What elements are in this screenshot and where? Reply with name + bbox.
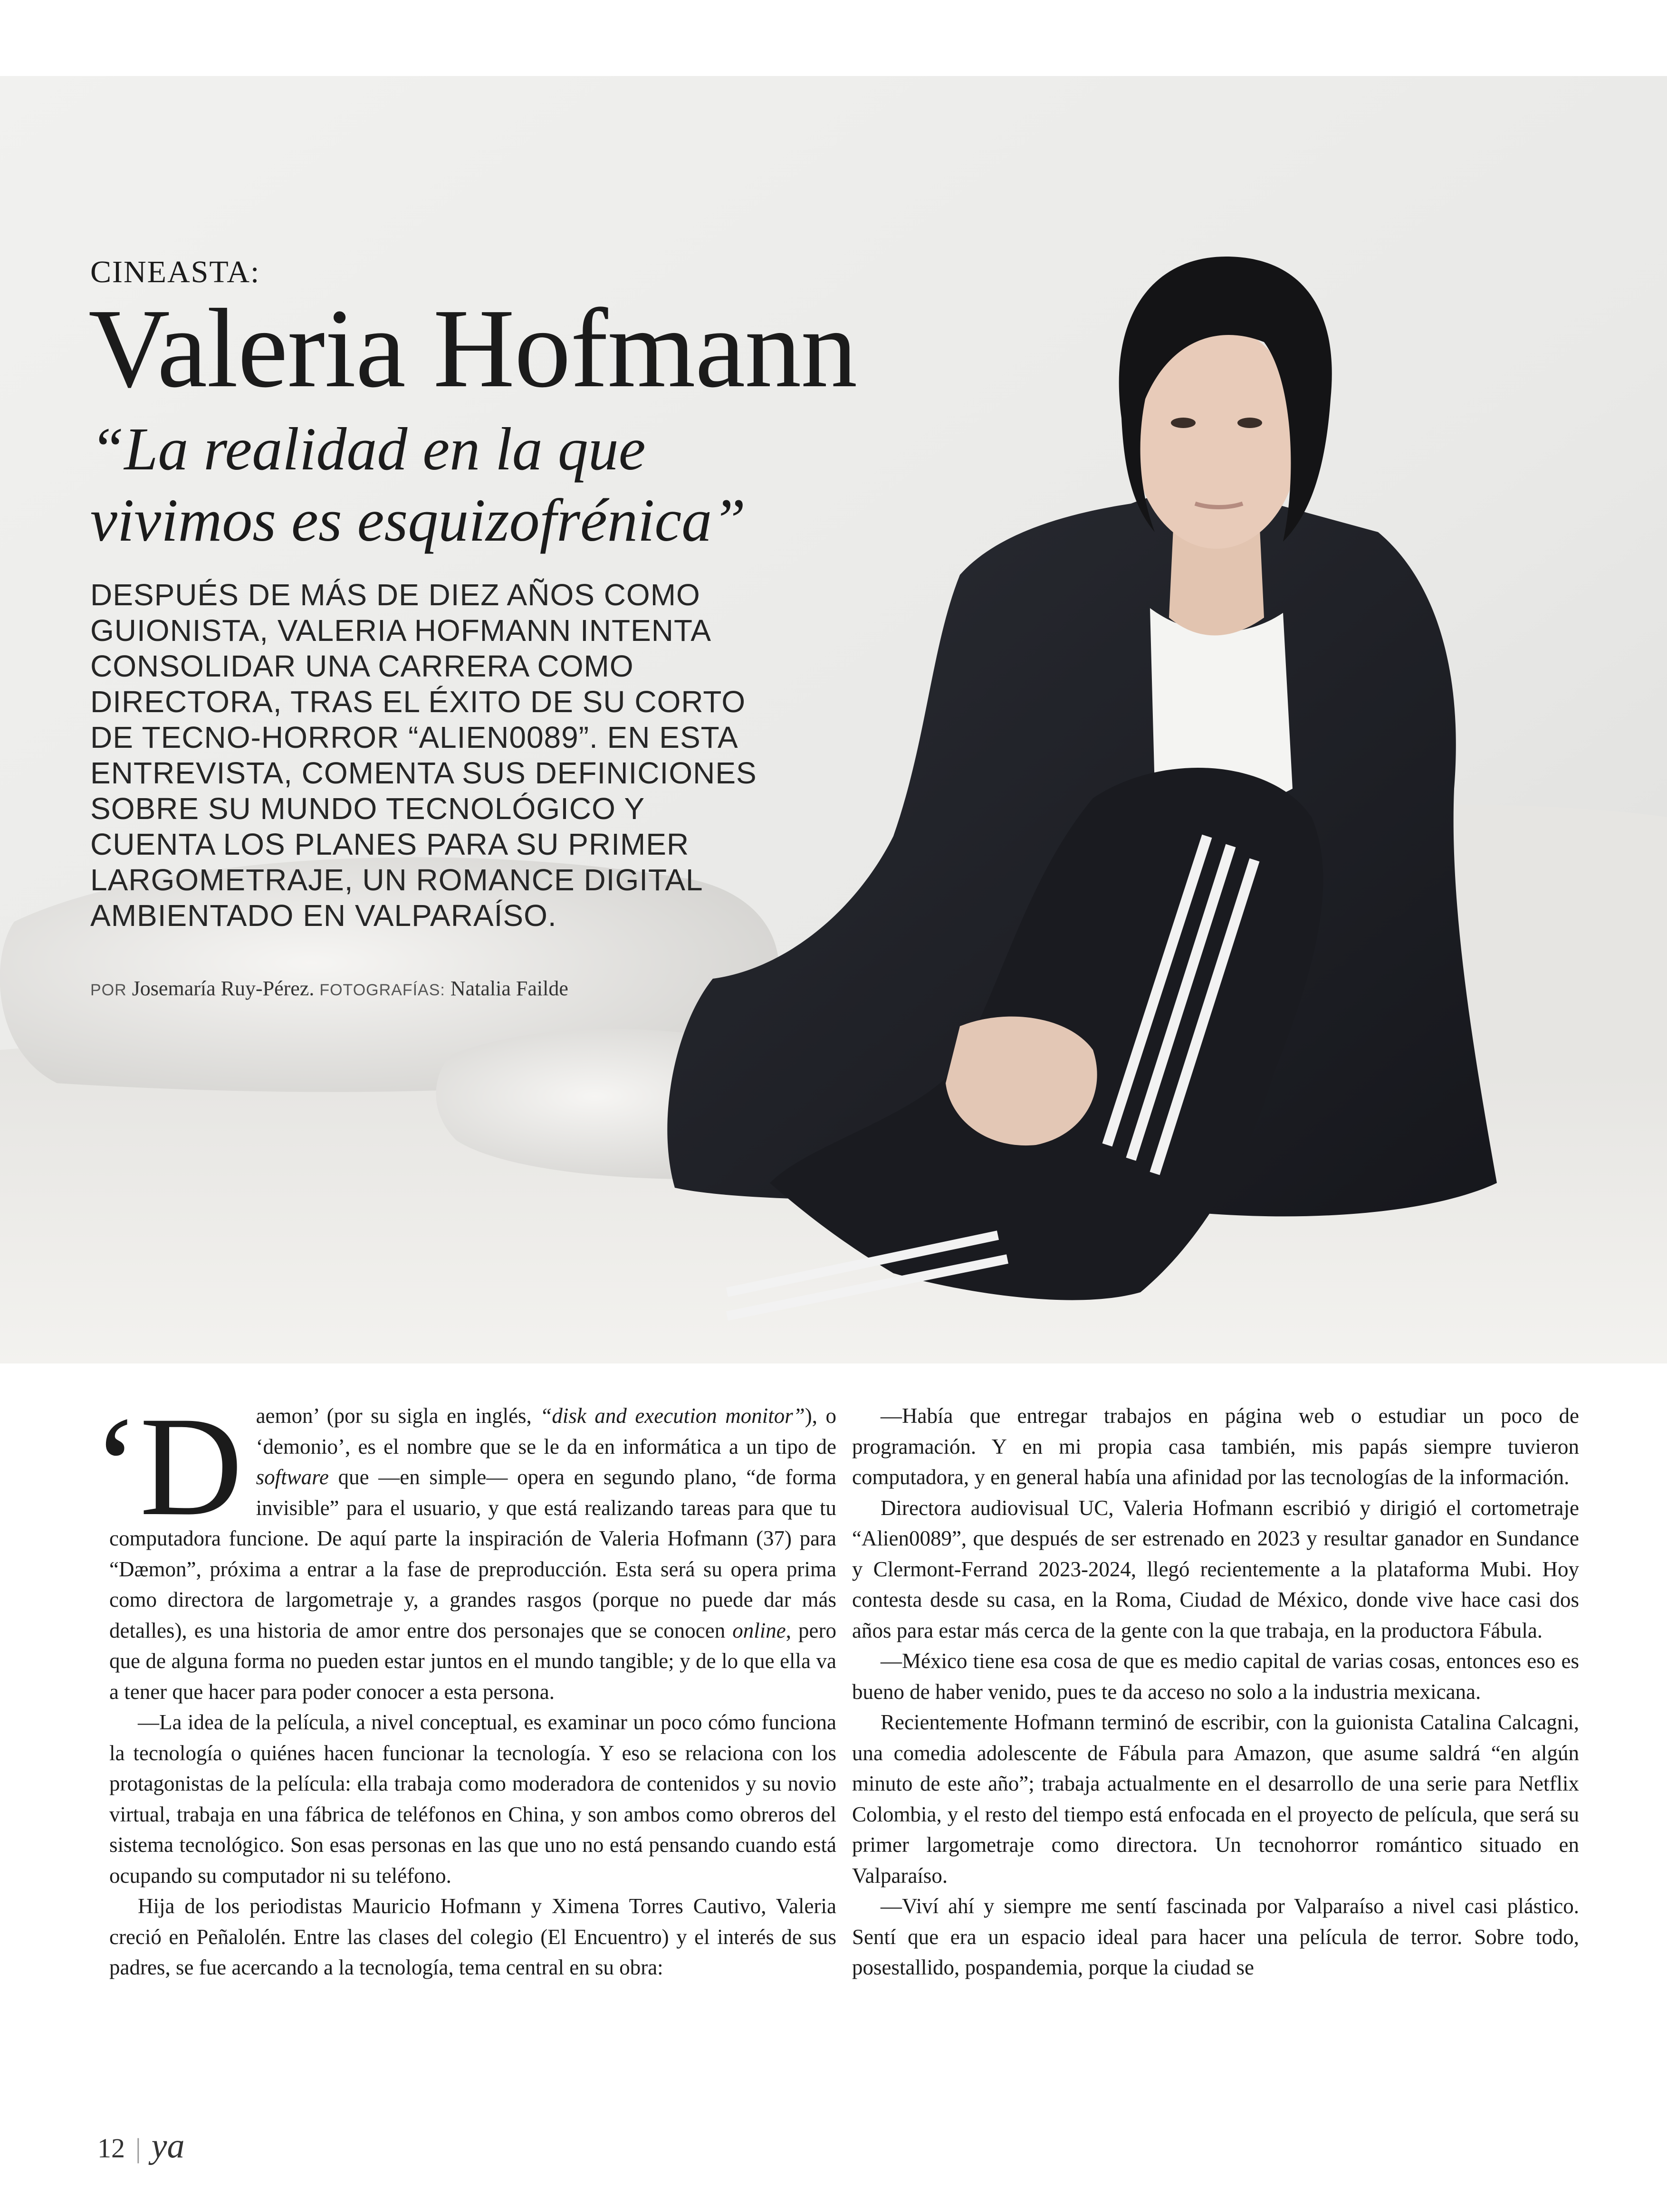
lead-line: DE TECNO-HORROR “ALIEN0089”. EN ESTA	[90, 720, 738, 754]
body-paragraph	[92, 1387, 836, 1707]
lead-line: CONSOLIDAR UNA CARRERA COMO	[90, 649, 634, 683]
byline	[90, 976, 568, 1001]
lead-line: GUIONISTA, VALERIA HOFMANN INTENTA	[90, 613, 712, 648]
magazine-logo: ya	[151, 2126, 185, 2165]
page-folio	[97, 2126, 184, 2166]
eye-right	[1237, 418, 1262, 428]
text-run: , pero que de alguna forma no pueden estar juntos en el mundo tangible; y de lo que ella va a tener que hacer para poder conocer a esta persona.	[109, 1618, 836, 1704]
text-run-italic: “disk and execution monitor”	[540, 1404, 805, 1428]
body-paragraph: Recientemente Hofmann terminó de escribir, con la guionista Catalina Calcagni, una comedia adolescente de Fábula para Amazon, que asume saldrá “en algún minuto de este año”; trabaja actualmente en el desarrollo de una serie para Netflix Colombia, y el resto del tiempo está enfocada en el proyecto de película, que será su primer largometraje como directora. Un tecnohorror romántico situado en Valparaíso.	[852, 1710, 1579, 1888]
photo-credit-label: FOTOGRAFÍAS:	[319, 981, 445, 999]
section-kicker: CINEASTA:	[90, 255, 260, 289]
body-paragraph: —Viví ahí y siempre me sentí fascinada por Valparaíso a nivel casi plástico. Sentí que era un espacio ideal para hacer una película de terror. Sobre todo, posestallido, pospandemia, porque la ciudad se	[852, 1894, 1579, 1979]
body-paragraph: —Había que entregar trabajos en página web o estudiar un poco de programación. Y en mi propia casa también, mis papás siempre tuvieron computadora, y en general había una afinidad por las tecnologías de la información.	[852, 1404, 1579, 1489]
lead-line: DESPUÉS DE MÁS DE DIEZ AÑOS COMO	[90, 578, 700, 612]
subtitle-line-1: “La realidad en la que	[90, 415, 646, 483]
body-column-right	[852, 1401, 1579, 1983]
text-run: ), o ‘demonio’, es el nombre que se le da en informática a un tipo de	[256, 1404, 836, 1459]
lead-line: CUENTA LOS PLANES PARA SU PRIMER	[90, 827, 690, 861]
body-paragraph: —La idea de la película, a nivel conceptual, es examinar un poco cómo funciona la tecnología o quiénes hacen funcionar la tecnología. Y eso se relaciona con los protagonistas de la película: ella trabaja como moderadora de contenidos y su novio virtual, trabaja en una fábrica de teléfonos en China, y son ambos como obreros del sistema tecnológico. Son esas personas en las que uno no está pensando cuando está ocupando su computador ni su teléfono.	[109, 1710, 836, 1888]
lead-line: SOBRE SU MUNDO TECNOLÓGICO Y	[90, 791, 645, 826]
page-number: 12	[97, 2133, 125, 2164]
body-column-left	[92, 1387, 836, 1983]
eye-left	[1171, 418, 1196, 428]
text-run-italic: online	[732, 1618, 786, 1642]
body-paragraph: Hija de los periodistas Mauricio Hofmann y Ximena Torres Cautivo, Valeria creció en Peñalolén. Entre las clases del colegio (El Encuentro) y el interés de sus padres, se fue acercando a la tecnología, tema central en su obra:	[109, 1894, 836, 1979]
text-run: aemon’ (por su sigla en inglés,	[256, 1404, 540, 1428]
body-paragraph: —México tiene esa cosa de que es medio capital de varias cosas, entonces eso es bueno de haber venido, pues te da acceso no solo a la industria mexicana.	[852, 1649, 1579, 1704]
text-run-italic: software	[256, 1465, 329, 1489]
article-subtitle	[90, 413, 993, 556]
folio-separator: |	[135, 2133, 141, 2164]
lead-paragraph	[90, 577, 851, 934]
body-paragraph: Directora audiovisual UC, Valeria Hofmann escribió y dirigió el cortometraje “Alien0089”, que después de ser estrenado en 2023 y resultar ganador en Sundance y Clermont-Ferrand 2023-2024, llegó recientemente a la plataforma Mubi. Hoy contesta desde su casa, en la Roma, Ciudad de México, donde vive hace casi dos años para estar más cerca de la gente con la que trabaja, en la productora Fábula.	[852, 1496, 1579, 1642]
article-title: Valeria Hofmann	[88, 286, 857, 411]
photographer-name: Natalia Failde	[450, 977, 568, 1000]
lead-line: DIRECTORA, TRAS EL ÉXITO DE SU CORTO	[90, 685, 746, 719]
lead-line: ENTREVISTA, COMENTA SUS DEFINICIONES	[90, 756, 757, 790]
lead-line: LARGOMETRAJE, UN ROMANCE DIGITAL	[90, 863, 703, 897]
lead-line: AMBIENTADO EN VALPARAÍSO.	[90, 898, 557, 933]
text-run: que —en simple— opera en segundo plano, “de forma invisible” para el usuario, y que está realizando tareas para que tu computadora funcione. De aquí parte la inspiración de Valeria Hofmann (37) para “Dæmon”, próxima a entrar a la fase de preproducción. Esta será su opera prima como directora de largometraje y, a grandes rasgos (porque no puede dar más detalles), es una historia de amor entre dos personajes que se conocen	[109, 1465, 836, 1642]
drop-cap: ‘D	[92, 1387, 243, 1545]
subtitle-line-2: vivimos es esquizofrénica”	[90, 486, 746, 554]
byline-label: POR	[90, 981, 127, 999]
author-name: Josemaría Ruy-Pérez.	[132, 977, 315, 1000]
